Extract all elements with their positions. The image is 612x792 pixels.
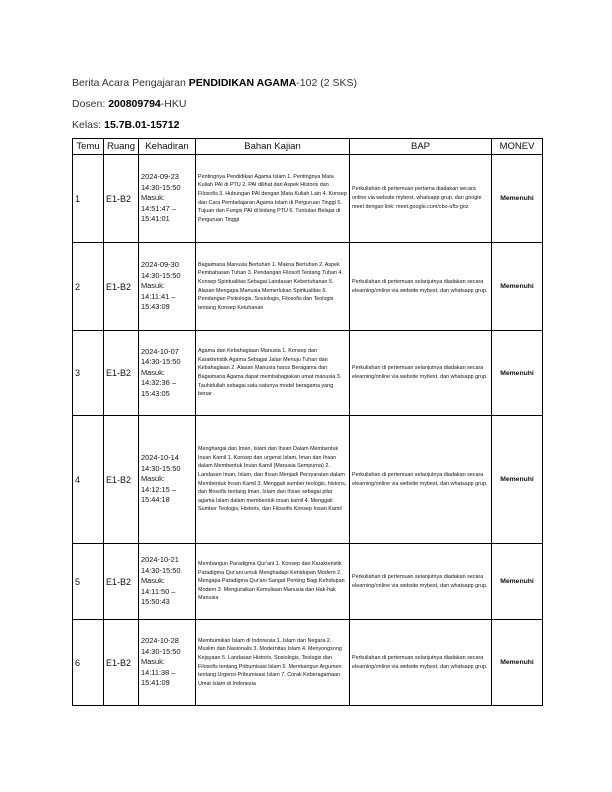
col-bap: BAP — [350, 139, 492, 155]
kajian-cell: Agama dan Kebahagiaan Manusia 1. Konsep dan Karakteristik Agama Sebagai Jalan Menuju Tuhan dan Kebahagiaan 2. Alasan Manusia harus Beragama dan Bagaimana Agama dapat membahagiakan umat manusia 3. Tauhidullah sebagai satu-satunya model beragama yang benar — [196, 331, 350, 416]
kehadiran-masuk: Masuk: 14:11:41 – 15:43:09 — [141, 281, 176, 312]
kehadiran-jam: 14:30-15:50 — [141, 646, 181, 656]
monev-cell: Memenuhi — [492, 331, 543, 416]
kajian-cell: Menghargai dan Iman, Islam dan Ihsan Dalam Membentuk Insan Kamil 1. Konsep dan urgensi Islam, Iman dan Ihsan dalam Membentuk Insan Kamil (Manusia Sempurna) 2. Landasan Iman, Islam, dan Ihsan Menjadi Persyaratan dalam Membentuk Insan Kamil 3. Menggali sumber teologis, historis, dan filosofis tentang Iman, Islam dan Ihsan sebagai pilar agama Islam dalam membentuk insan kamil 4. Menggali Sumber Teologis, Historis, dan Filosofis Konsep Insan Kamil — [196, 416, 350, 544]
col-kehadiran: Kehadiran — [139, 139, 196, 155]
table-row — [73, 155, 543, 243]
title-prefix: Berita Acara Pengajaran — [72, 77, 186, 89]
kehadiran-tanggal: 2024-10-07 — [141, 346, 179, 356]
kehadiran-masuk: Masuk: 14:12:15 – 15:44:18 — [141, 474, 176, 505]
monev-cell: Memenuhi — [492, 416, 543, 544]
temu-cell: 2 — [73, 243, 104, 331]
bap-cell: Perkuliahan di pertemuan selanjutnya diadakan secara elearning/online via website mybest, dan whatsapp grup. — [350, 544, 492, 620]
table-row — [73, 416, 543, 544]
table-row — [73, 331, 543, 416]
monev-cell: Memenuhi — [492, 243, 543, 331]
kelas-label: Kelas: — [72, 119, 102, 131]
monev-cell: Memenuhi — [492, 155, 543, 243]
table-row — [73, 243, 543, 331]
kehadiran-masuk: Masuk: 14:11:50 – 15:50:43 — [141, 576, 176, 607]
kehadiran-tanggal: 2024-09-30 — [141, 260, 179, 270]
report-title — [72, 76, 357, 97]
bap-cell: Perkuliahan di pertemuan selanjutnya diadakan secara elearning/online via website mybest, dan whatsapp grup. — [350, 243, 492, 331]
bap-cell: Perkuliahan di pertemuan pertama diadakan secara online via website mybest, whatsapp grup, dan google meet dengan link: meet.google.com/cbo-ufts-goz — [350, 155, 492, 243]
kelas-line — [72, 118, 357, 139]
report-header — [72, 76, 357, 139]
kehadiran-masuk: Masuk: 14:32:36 – 15:43:05 — [141, 367, 176, 398]
ruang-cell: E1-B2 — [104, 416, 139, 544]
kehadiran-jam: 14:30-15:50 — [141, 182, 181, 192]
temu-cell: 1 — [73, 155, 104, 243]
kehadiran-cell — [139, 544, 196, 620]
ruang-cell: E1-B2 — [104, 544, 139, 620]
kehadiran-masuk: Masuk: 14:11:38 – 15:41:09 — [141, 657, 176, 688]
kehadiran-cell — [139, 155, 196, 243]
table-row — [73, 544, 543, 620]
dosen-suffix: -HKU — [160, 98, 187, 110]
bap-table — [72, 138, 543, 706]
kehadiran-masuk: Masuk: 14:51:47 – 15:41:01 — [141, 193, 176, 224]
kajian-cell: Bagaimana Manusia Bertuhan 1. Makna Bertuhan 2. Aspek Pembahasan Tuhan 3. Pendangan Filosofi Tentang Tuhan 4. Konsep Spiritualitas Sebagai Landasan Kebertuhanan 5. Alasan Mengapa Manusia Memerlukan Spiritualitas 6. Pendangan Psikologis, Sosiologis, Filosofis dan Teologis tentang Konsep Ketuhanan — [196, 243, 350, 331]
dosen-line — [72, 97, 357, 118]
kajian-cell: Membumikan Islam di Indonesia 1. Islam dan Negara 2. Muslim dan Nasionalis 3. Modernitas Islam 4. Menyongsong Kejayaan 5. Landasan Historis, Sosiologis, Teologis dan Filosofis tentang Pribumisasi Islam 6. Membangun Argumen tentang Urgensi Pribumisasi Islam 7. Corak Keberagamaan Umat Islam di Indonesia — [196, 620, 350, 706]
kehadiran-jam: 14:30-15:50 — [141, 565, 181, 575]
kehadiran-tanggal: 2024-10-21 — [141, 555, 179, 565]
kelas-value: 15.7B.01-15712 — [104, 119, 180, 131]
col-monev: MONEV — [492, 139, 543, 155]
ruang-cell: E1-B2 — [104, 331, 139, 416]
table-row — [73, 620, 543, 706]
kehadiran-cell — [139, 243, 196, 331]
ruang-cell: E1-B2 — [104, 620, 139, 706]
course-name: PENDIDIKAN AGAMA — [188, 77, 297, 89]
kehadiran-tanggal: 2024-10-14 — [141, 453, 179, 463]
kehadiran-tanggal: 2024-09-23 — [141, 172, 179, 182]
monev-cell: Memenuhi — [492, 620, 543, 706]
kehadiran-jam: 14:30-15:50 — [141, 463, 181, 473]
temu-cell: 5 — [73, 544, 104, 620]
bap-cell: Perkuliahan di pertemuan selanjutnya diadakan secara elearning/online via website mybest, dan whatsapp grup. — [350, 620, 492, 706]
kehadiran-tanggal: 2024-10-28 — [141, 636, 179, 646]
kehadiran-cell — [139, 331, 196, 416]
kehadiran-jam: 14:30-15:50 — [141, 357, 181, 367]
monev-cell: Memenuhi — [492, 544, 543, 620]
table-header-row — [73, 139, 543, 155]
col-ruang: Ruang — [104, 139, 139, 155]
course-suffix: -102 (2 SKS) — [296, 77, 357, 89]
bap-cell: Perkuliahan di pertemuan selanjutnya diadakan secara elearning/online via website mybest, dan whatsapp grup. — [350, 331, 492, 416]
kajian-cell: Membangun Paradigma Qur'ani 1. Konsep dan Karakteristik Paradigma Qur'ani untuk Menghadapi Kehidupan Modern 2. Mengapa Paradigma Qur'ani Sangat Penting Bagi Kehidupan Modern 3. Menguraikan Kemuliaan Manusia dan Hak-hak Manusia — [196, 544, 350, 620]
kehadiran-cell — [139, 416, 196, 544]
bap-cell: Perkuliahan di pertemuan selanjutnya diadakan secara elearning/online via website mybest, dan whatsapp grup. — [350, 416, 492, 544]
col-temu: Temu — [73, 139, 104, 155]
kehadiran-jam: 14:30-15:50 — [141, 270, 181, 280]
ruang-cell: E1-B2 — [104, 155, 139, 243]
col-kajian: Bahan Kajian — [196, 139, 350, 155]
kehadiran-cell — [139, 620, 196, 706]
kajian-cell: Pentingnya Pendidikan Agama Islam 1. Pentingnya Mata Kuliah PAI di PTU 2. PAI dilihat dari Aspek Historis dan Filosofis 3. Hubungan PAI dengan Mata Kuliah Lain 4. Konsep dan Cara Pembelajaran Agama Islam di Perguruan Tinggi 5. Tujuan dan Fungsi PAI di bidang PTU 6. Tuntutan Belajar di Perguruan Tinggi — [196, 155, 350, 243]
temu-cell: 4 — [73, 416, 104, 544]
dosen-id: 200809794 — [108, 98, 161, 110]
temu-cell: 6 — [73, 620, 104, 706]
ruang-cell: E1-B2 — [104, 243, 139, 331]
dosen-label: Dosen: — [72, 98, 106, 110]
temu-cell: 3 — [73, 331, 104, 416]
